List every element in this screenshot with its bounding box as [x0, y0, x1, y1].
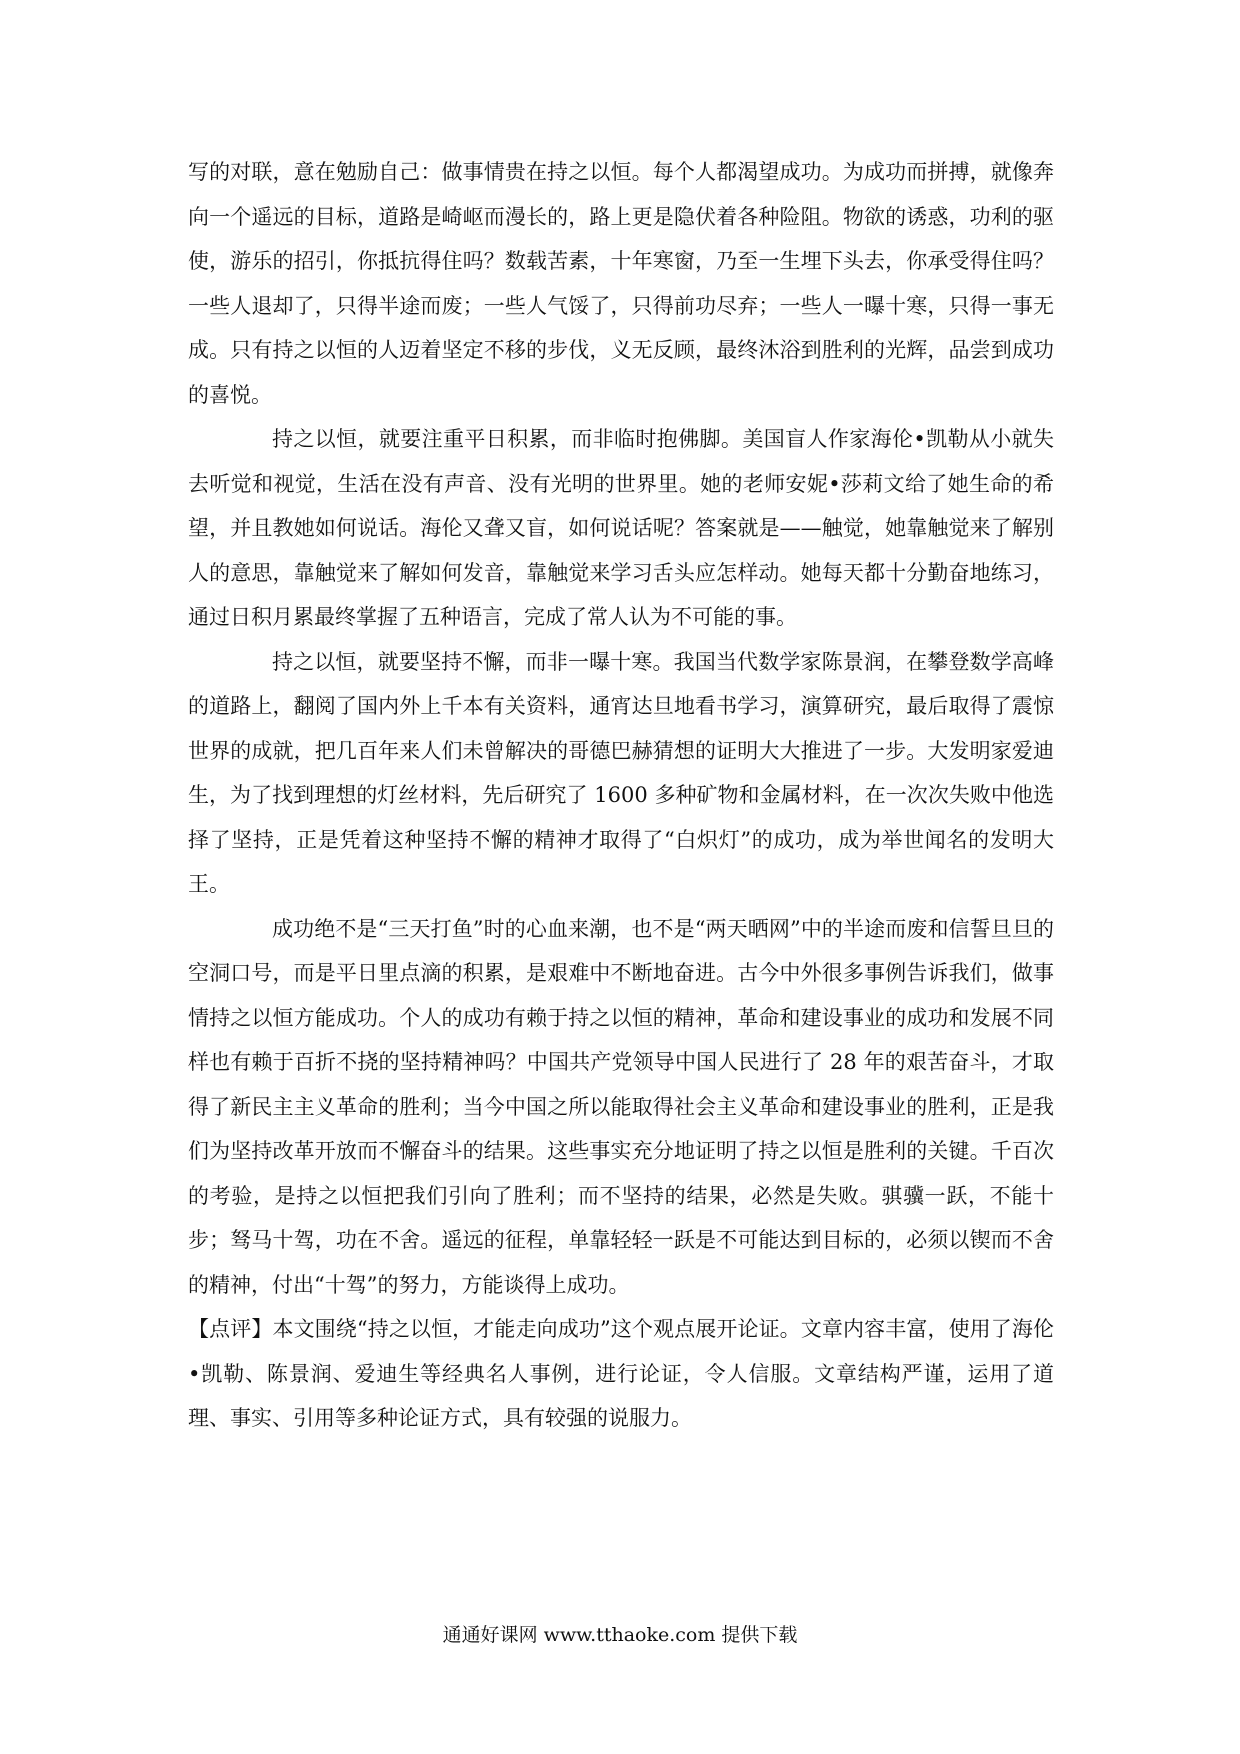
paragraph-4: 成功绝不是“三天打鱼”时的心血来潮，也不是“两天晒网”中的半途而废和信誓旦旦的空洞口号，而是平日里点滴的积累，是艰难中不断地奋进。古今中外很多事例告诉我们，做事情持之以恒方能成功。个人的成功有赖于持之以恒的精神，革命和建设事业的成功和发展不同样也有赖于百折不挠的坚持精神吗？中国共产党领导中国人民进行了 28 年的艰苦奋斗，才取得了新民主主义革命的胜利；当今中国之所以能取得社会主义革命和建设事业的胜利，正是我们为坚持改革开放而不懈奋斗的结果。这些事实充分地证明了持之以恒是胜利的关键。千百次的考验，是持之以恒把我们引向了胜利；而不坚持的结果，必然是失败。骐骥一跃，不能十步；驽马十驾，功在不舍。遥远的征程，单靠轻轻一跃是不可能达到目标的，必须以锲而不舍的精神，付出“十驾”的努力，方能谈得上成功。 [188, 916, 1054, 1297]
comment-paragraph [188, 1307, 1054, 1441]
paragraph-2: 持之以恒，就要注重平日积累，而非临时抱佛脚。美国盲人作家海伦•凯勒从小就失去听觉和视觉，生活在没有声音、没有光明的世界里。她的老师安妮•莎莉文给了她生命的希望，并且教她如何说话。海伦又聋又盲，如何说话呢？答案就是——触觉，她靠触觉来了解别人的意思，靠触觉来了解如何发音，靠触觉来学习舌头应怎样动。她每天都十分勤奋地练习，通过日积月累最终掌握了五种语言，完成了常人认为不可能的事。 [188, 427, 1054, 629]
comment-tag: 【点评】 [188, 1317, 273, 1341]
comment-text: 本文围绕“持之以恒，才能走向成功”这个观点展开论证。文章内容丰富，使用了海伦•凯勒、陈景润、爱迪生等经典名人事例，进行论证，令人信服。文章结构严谨，运用了道理、事实、引用等多种论证方式，具有较强的说服力。 [188, 1317, 1055, 1430]
essay-body [188, 150, 1054, 1441]
footer-credit: 通通好课网 www.tthaoke.com 提供下载 [442, 1624, 798, 1646]
paragraph-3: 持之以恒，就要坚持不懈，而非一曝十寒。我国当代数学家陈景润，在攀登数学高峰的道路上，翻阅了国内外上千本有关资料，通宵达旦地看书学习，演算研究，最后取得了震惊世界的成就，把几百年来人们未曾解决的哥德巴赫猜想的证明大大推进了一步。大发明家爱迪生，为了找到理想的灯丝材料，先后研究了 1600 多种矿物和金属材料，在一次次失败中他选择了坚持，正是凭着这种坚持不懈的精神才取得了“白炽灯”的成功，成为举世闻名的发明大王。 [188, 649, 1054, 896]
paragraph-1: 写的对联，意在勉励自己：做事情贵在持之以恒。每个人都渴望成功。为成功而拼搏，就像奔向一个遥远的目标，道路是崎岖而漫长的，路上更是隐伏着各种险阻。物欲的诱惑，功利的驱使，游乐的招引，你抵抗得住吗？数载苦素，十年寒窗，乃至一生埋下头去，你承受得住吗？一些人退却了，只得半途而废；一些人气馁了，只得前功尽弃；一些人一曝十寒，只得一事无成。只有持之以恒的人迈着坚定不移的步伐，义无反顾，最终沐浴到胜利的光辉，品尝到成功的喜悦。 [188, 160, 1054, 407]
